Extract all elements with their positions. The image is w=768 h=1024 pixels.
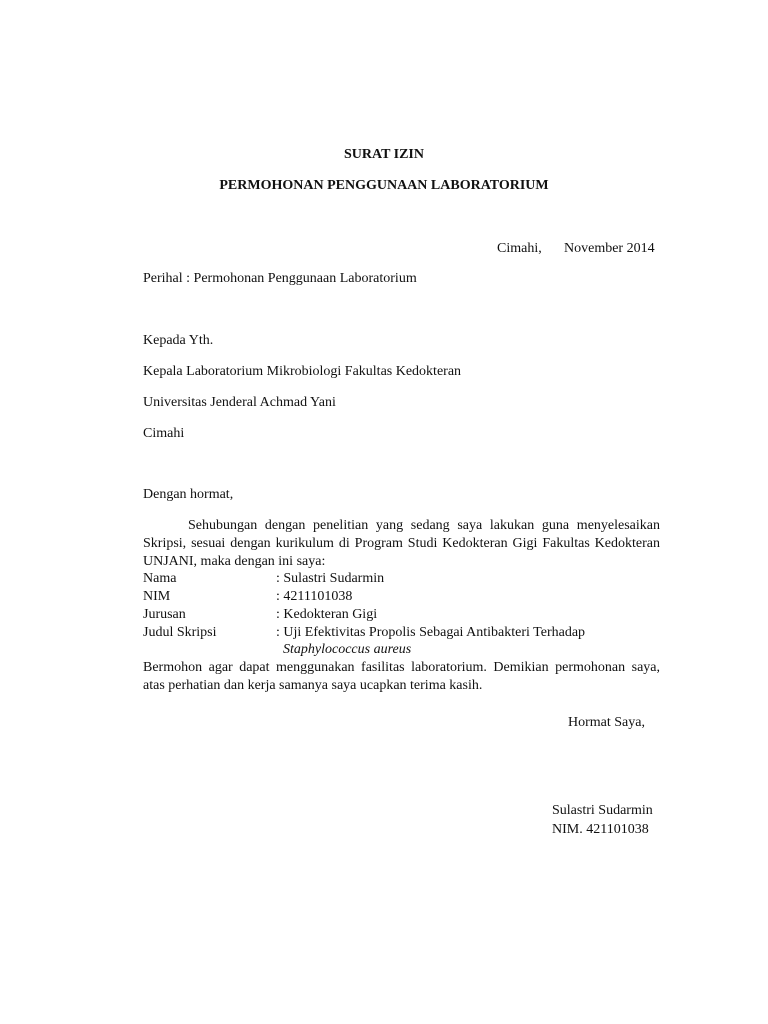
signer-name: Sulastri Sudarmin	[552, 803, 653, 818]
field-label: Jurusan	[143, 607, 186, 622]
recipient-line-3: Universitas Jenderal Achmad Yani	[143, 395, 336, 410]
greeting: Dengan hormat,	[143, 487, 234, 502]
field-row-jurusan	[143, 606, 660, 624]
letter-date: November 2014	[564, 241, 655, 256]
field-value: : 4211101038	[276, 589, 353, 604]
letter-title: SURAT IZIN	[343, 147, 424, 162]
letter-city: Cimahi,	[497, 241, 542, 256]
signer-id: NIM. 421101038	[552, 822, 649, 837]
intro-paragraph: Sehubungan dengan penelitian yang sedang saya lakukan guna menyelesaikan Skripsi, sesuai dengan kurikulum di Program Studi Kedokteran Gigi Fakultas Kedokteran UNJANI, maka dengan ini saya:	[143, 518, 660, 569]
field-label: NIM	[143, 589, 171, 604]
recipient-line-4: Cimahi	[143, 426, 185, 441]
thesis-title-continuation: Staphylococcus aureus	[283, 642, 412, 657]
field-row-judul-skripsi	[143, 624, 660, 642]
field-value: : Sulastri Sudarmin	[276, 571, 385, 586]
recipient-line-1: Kepada Yth.	[143, 333, 214, 348]
field-label: Nama	[143, 571, 177, 586]
field-row-nim	[143, 588, 660, 606]
signoff: Hormat Saya,	[568, 715, 645, 730]
recipient-line-2: Kepala Laboratorium Mikrobiologi Fakultas Kedokteran	[143, 364, 462, 379]
field-row-nama	[143, 570, 660, 588]
field-value: : Uji Efektivitas Propolis Sebagai Antibakteri Terhadap	[276, 625, 586, 640]
letter-subject: Perihal : Permohonan Penggunaan Laboratorium	[143, 271, 417, 286]
field-value: : Kedokteran Gigi	[276, 607, 378, 622]
closing-paragraph: Bermohon agar dapat menggunakan fasilitas laboratorium. Demikian permohonan saya, atas perhatian dan kerja samanya saya ucapkan terima kasih.	[143, 660, 660, 693]
field-label: Judul Skripsi	[143, 625, 217, 640]
letter-subtitle: PERMOHONAN PENGGUNAAN LABORATORIUM	[219, 178, 549, 193]
